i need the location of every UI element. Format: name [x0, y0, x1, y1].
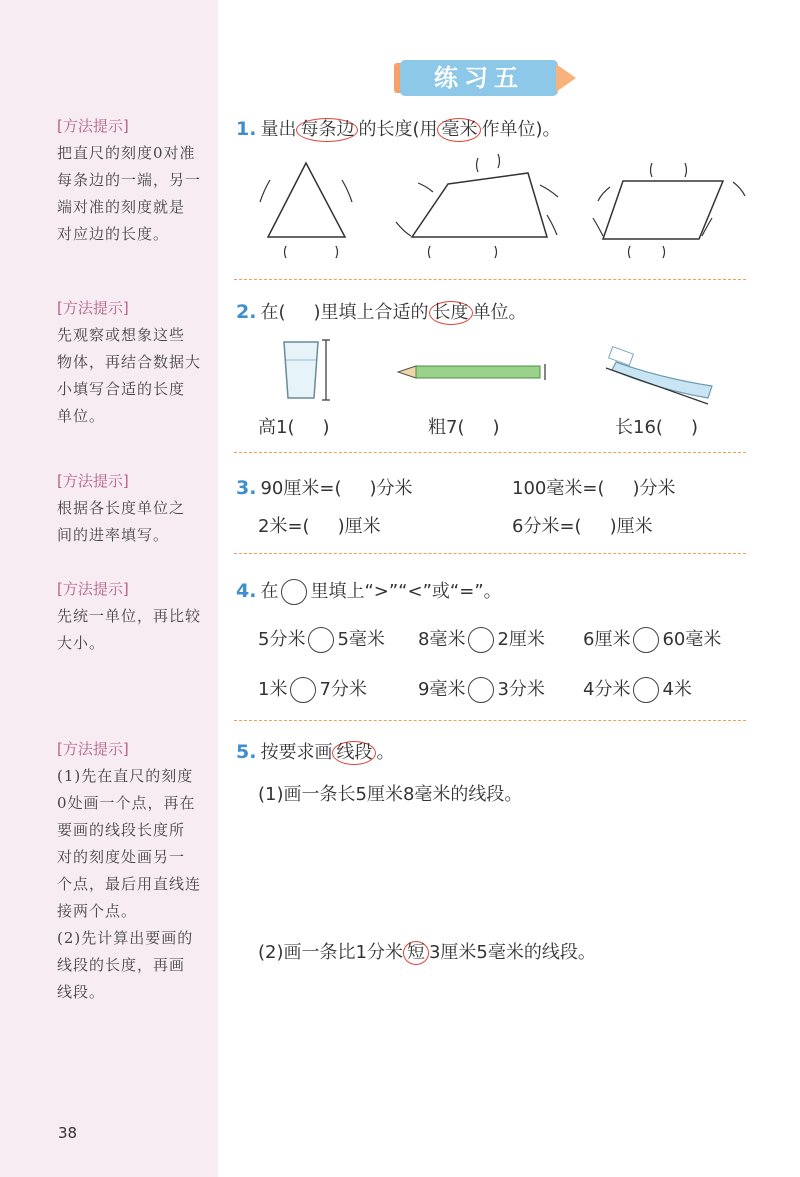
tip-line: 要画的线段长度所 — [57, 821, 186, 839]
answer-circle[interactable] — [468, 627, 494, 653]
q2-item-text: 长16( — [615, 417, 663, 438]
q4-term: 4分米 — [583, 679, 631, 700]
q4-term: 7分米 — [319, 679, 367, 700]
circled-text: 每条边 — [296, 118, 358, 142]
q2-item-text: 高1( — [258, 417, 295, 438]
question-number: 3. — [236, 477, 257, 499]
q2-pictures — [0, 0, 800, 420]
q5-text: 3厘米5毫米的线段。 — [428, 942, 596, 963]
question-number: 4. — [236, 580, 257, 602]
q4-term: 5分米 — [258, 629, 306, 650]
tip-line: 对的刻度处画另一 — [57, 848, 186, 866]
q4-row-1c — [583, 625, 721, 653]
q4-row-1 — [258, 625, 385, 653]
tip-heading: [方法提示] — [57, 472, 129, 490]
q1-text: 作单位)。 — [481, 119, 561, 140]
q3-text: 6分米=( — [512, 516, 582, 537]
q4-term: 2厘米 — [497, 629, 545, 650]
tip-heading: [方法提示] — [57, 740, 129, 758]
tip-heading: [方法提示] — [57, 299, 129, 317]
method-tip-3 — [57, 470, 207, 549]
question-number: 1. — [236, 118, 257, 140]
q4-text: 里填上“>”“<”或“=”。 — [310, 581, 502, 602]
tip-heading: [方法提示] — [57, 580, 129, 598]
q3-text: 2米=( — [258, 516, 310, 537]
q2-item-1 — [258, 413, 330, 439]
method-tip-5 — [57, 738, 207, 1006]
tip-line: 对应边的长度。 — [57, 225, 170, 243]
circled-text: 毫米 — [437, 118, 481, 142]
q4-term: 8毫米 — [418, 629, 466, 650]
tip-line: 根据各长度单位之 — [57, 499, 186, 517]
answer-circle[interactable] — [308, 627, 334, 653]
q3-text: )厘米 — [337, 516, 381, 537]
toothbrush-icon — [606, 347, 712, 404]
q4-term: 1米 — [258, 679, 288, 700]
q4-term: 60毫米 — [662, 629, 722, 650]
tip-line: 单位。 — [57, 407, 106, 425]
q3-text: 90厘米=( — [260, 478, 342, 499]
section-divider — [234, 452, 746, 453]
question-4 — [236, 577, 502, 605]
answer-circle[interactable] — [633, 677, 659, 703]
answer-circle[interactable] — [290, 677, 316, 703]
section-divider — [234, 553, 746, 554]
section-divider — [234, 720, 746, 721]
q2-text: 单位。 — [472, 302, 527, 323]
exercise-title: 练习五 — [400, 60, 558, 96]
tip-line: 大小。 — [57, 634, 106, 652]
q1-text: 量出 — [260, 119, 297, 140]
q5-part-2 — [258, 938, 596, 965]
q2-text: )里填上合适的 — [313, 302, 429, 323]
question-3-row-1b — [512, 474, 676, 500]
answer-circle[interactable] — [633, 627, 659, 653]
q2-item-text: 粗7( — [428, 417, 465, 438]
q4-term: 5毫米 — [337, 629, 385, 650]
question-3-row-2 — [258, 512, 381, 538]
q3-text: )分米 — [369, 478, 413, 499]
q2-bracket: ) — [690, 417, 698, 438]
tip-heading: [方法提示] — [57, 117, 129, 135]
question-3-row-2b — [512, 512, 653, 538]
glass-icon — [284, 340, 330, 400]
q2-bracket: ) — [322, 417, 330, 438]
q4-row-2 — [258, 675, 367, 703]
tip-line: 物体，再结合数据大 — [57, 353, 202, 371]
q4-row-2b — [418, 675, 545, 703]
tip-line: 接两个点。 — [57, 902, 138, 920]
circled-text: 短 — [403, 941, 429, 965]
q4-term: 9毫米 — [418, 679, 466, 700]
q1-text: 的长度(用 — [358, 119, 438, 140]
q3-text: 100毫米=( — [512, 478, 605, 499]
tip-line: 小填写合适的长度 — [57, 380, 186, 398]
question-3-row-1 — [236, 474, 413, 500]
q4-row-2c — [583, 675, 692, 703]
tip-line: 个点，最后用直线连 — [57, 875, 202, 893]
tip-line: 端对准的刻度就是 — [57, 198, 186, 216]
q5-text: 按要求画 — [260, 742, 333, 763]
method-tip-4 — [57, 578, 207, 657]
tip-line: 先统一单位，再比较 — [57, 607, 202, 625]
circled-text: 长度 — [429, 301, 473, 325]
tip-line: (1)先在直尺的刻度 — [57, 767, 194, 785]
tip-line: 线段。 — [57, 983, 106, 1001]
answer-circle[interactable] — [468, 677, 494, 703]
q5-text: (2)画一条比1分米 — [258, 942, 403, 963]
q2-item-2 — [428, 413, 500, 439]
pencil-icon — [398, 364, 545, 380]
tip-line: 先观察或想象这些 — [57, 326, 186, 344]
q4-term: 3分米 — [497, 679, 545, 700]
tip-line: 线段的长度，再画 — [57, 956, 186, 974]
q5-part-1: (1)画一条长5厘米8毫米的线段。 — [258, 784, 523, 805]
q3-text: )分米 — [632, 478, 676, 499]
question-number: 5. — [236, 741, 257, 763]
answer-circle[interactable] — [281, 579, 307, 605]
q5-text: 。 — [376, 742, 395, 763]
q4-term: 6厘米 — [583, 629, 631, 650]
q2-bracket: ) — [492, 417, 500, 438]
q4-row-1b — [418, 625, 545, 653]
tip-line: 0处画一个点，再在 — [57, 794, 196, 812]
question-5 — [236, 738, 394, 765]
q4-term: 4米 — [662, 679, 692, 700]
tip-line: (2)先计算出要画的 — [57, 929, 194, 947]
question-number: 2. — [236, 301, 257, 323]
q4-text: 在 — [260, 581, 279, 602]
tip-line: 间的进率填写。 — [57, 526, 170, 544]
q2-text: 在( — [260, 302, 286, 323]
q3-text: )厘米 — [609, 516, 653, 537]
q2-item-3 — [615, 413, 698, 439]
page-number: 38 — [58, 1124, 78, 1142]
tip-line: 每条边的一端，另一 — [57, 171, 202, 189]
tip-line: 把直尺的刻度0对准 — [57, 144, 196, 162]
circled-text: 线段 — [332, 741, 376, 765]
